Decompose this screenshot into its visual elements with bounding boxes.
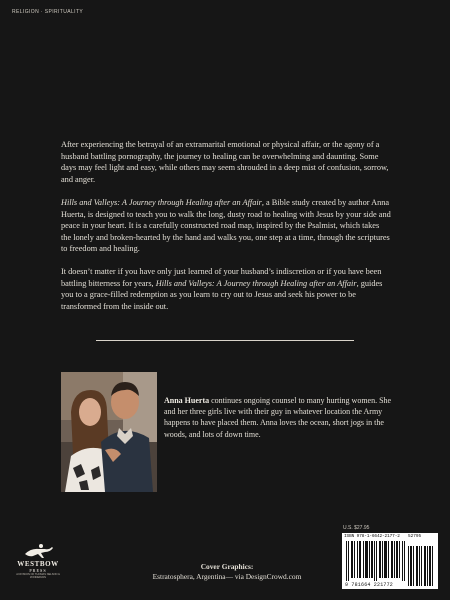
description-paragraph-2 <box>61 197 391 255</box>
section-divider <box>96 340 354 341</box>
westbow-runner-icon <box>21 543 55 559</box>
publisher-press: PRESS <box>29 568 47 573</box>
barcode-bars <box>346 541 406 581</box>
paragraph-2-text: , a Bible study created by author Anna Huerta, is designed to teach you to walk the long, dusty road to healing with Jesus by your side and peace in your heart. It is a carefully constructed road map, inspired by the Psalmist, which takes the lonely and broken-hearted by the hand and walks you, one step at a time, through the scriptures to freedom and healing. <box>61 198 391 254</box>
ean-number: 9 781664 221772 <box>345 582 394 588</box>
description-paragraph-3 <box>61 266 391 312</box>
credits-label: Cover Graphics: <box>200 562 254 571</box>
author-photo <box>61 372 157 492</box>
book-title-italic: Hills and Valleys: A Journey through Healing after an Affair <box>61 198 262 207</box>
author-name: Anna Huerta <box>164 396 210 405</box>
credits-text: Estratosphera, Argentina— via DesignCrowd.com <box>152 572 302 581</box>
barcode-supplement: 52795 <box>408 534 422 539</box>
publisher-division: A DIVISION OF THOMAS NELSON & ZONDERVAN <box>16 573 60 580</box>
description-paragraph-1: After experiencing the betrayal of an extramarital emotional or physical affair, or the agony of a husband battling pornography, the journey to healing can be overwhelming and daunting. Some days may feel light and easy, while others may seem shrouded in a deep mist of confusion, sorrow, and anger. <box>61 140 389 184</box>
book-title-italic-2: Hills and Valleys: A Journey through Healing after an Affair <box>155 278 357 288</box>
author-bio <box>164 395 394 440</box>
paragraph-3-text: , guides you to a grace-filled redemption as you learn to cry out to Jesus and seek his power to be transformed from the inside out. <box>61 278 383 311</box>
paragraph-3-start: It doesn’t matter if you have only just learned of your husband’s indiscretion or if you have been battling bitterness for years, <box>61 267 382 288</box>
author-photo-illustration <box>61 372 157 492</box>
publisher-logo <box>12 543 64 579</box>
isbn-number: ISBN 978-1-6642-2177-2 <box>344 534 400 539</box>
cover-credits <box>124 562 330 582</box>
category-label: RELIGION · SPIRITUALITY <box>12 9 84 15</box>
author-bio-text: continues ongoing counsel to many hurting women. She and her three girls live with their guy in whatever location the Army happens to have placed them. Anna loves the ocean, short jogs in the woods, and lots of down time. <box>164 396 392 439</box>
barcode-supplement-bars <box>408 542 434 586</box>
publisher-name: WESTBOW <box>17 560 59 568</box>
barcode <box>342 533 438 589</box>
price-label: U.S. $27.95 <box>343 525 370 531</box>
